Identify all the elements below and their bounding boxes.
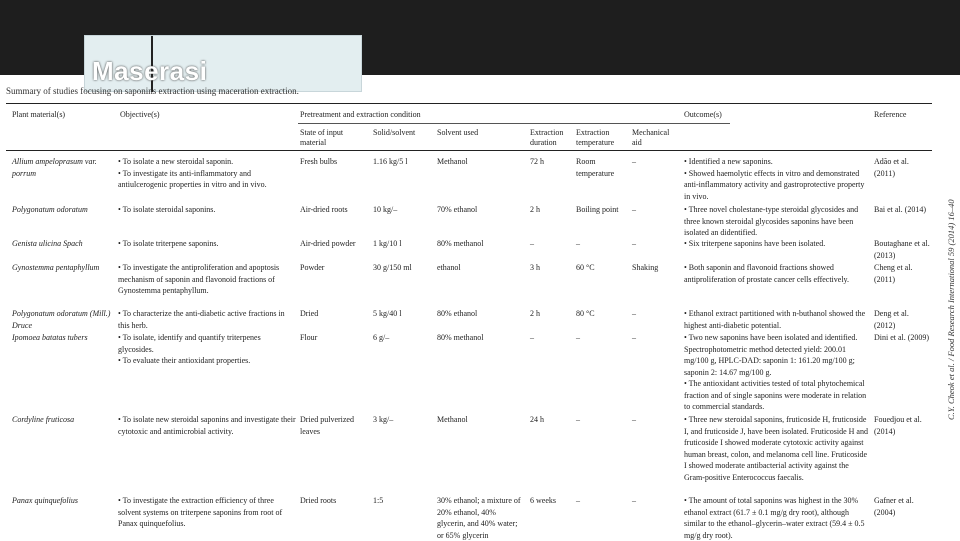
row-objective: • To isolate steroidal saponins. (118, 205, 216, 214)
row-duration: 6 weeks (530, 496, 556, 505)
row-temperature: – (576, 415, 580, 424)
row-reference: Dini et al. (2009) (874, 333, 930, 342)
row-mechanical: – (632, 333, 636, 342)
row-temperature: – (576, 496, 580, 505)
header-temperature: Extraction temperature (576, 128, 615, 147)
row-solvent: 80% methanol (437, 333, 484, 342)
header-duration: Extraction duration (530, 128, 564, 147)
header-reference: Reference (874, 110, 907, 119)
row-state: Flour (300, 333, 318, 342)
row-solvent: Methanol (437, 415, 468, 424)
row-ratio: 3 kg/– (373, 415, 394, 424)
journal-citation: C.Y. Cheok et al. / Food Research International 59 (2014) 16–40 (946, 199, 956, 420)
row-mechanical: – (632, 309, 636, 318)
header-bottom-rule (6, 150, 932, 151)
row-ratio: 1.16 kg/5 l (373, 157, 408, 166)
row-plant: Panax quinquefolius (12, 496, 78, 505)
header-pretreatment: Pretreatment and extraction condition (300, 110, 421, 119)
row-objective: • To isolate a new steroidal saponin. • To investigate its anti-inflammatory and antiulcerogenic properties in vitro and in vivo. (118, 157, 267, 189)
row-solvent: ethanol (437, 263, 461, 272)
row-objective: • To characterize the anti-diabetic active fractions in this herb. (118, 309, 285, 330)
row-reference: Gafner et al. (2004) (874, 496, 914, 517)
row-mechanical: Shaking (632, 263, 659, 272)
slide-title: Maserasi (92, 56, 208, 86)
row-solvent: 70% ethanol (437, 205, 478, 214)
row-ratio: 1:5 (373, 496, 384, 505)
row-plant: Polygonatum odoratum (12, 205, 88, 214)
table-top-rule (6, 103, 932, 104)
row-temperature: 80 °C (576, 309, 595, 318)
row-solvent: 30% ethanol; a mixture of 20% ethanol, 40% glycerin, and 40% water; or 65% glycerin (437, 496, 521, 540)
row-temperature: 60 °C (576, 263, 595, 272)
row-ratio: 6 g/– (373, 333, 390, 342)
row-reference: Boutaghane et al. (2013) (874, 239, 930, 260)
row-duration: – (530, 239, 534, 248)
row-mechanical: – (632, 157, 636, 166)
subheader-rule (298, 123, 730, 124)
header-mechanical: Mechanical aid (632, 128, 670, 147)
header-objective: Objective(s) (120, 110, 160, 119)
row-duration: – (530, 333, 534, 342)
row-objective: • To isolate triterpene saponins. (118, 239, 219, 248)
row-plant: Allium ampeloprasum var. porrum (12, 157, 97, 178)
row-ratio: 1 kg/10 l (373, 239, 402, 248)
row-state: Air-dried powder (300, 239, 356, 248)
row-temperature: Room temperature (576, 157, 615, 178)
row-reference: Bai et al. (2014) (874, 205, 926, 214)
row-duration: 72 h (530, 157, 544, 166)
row-mechanical: – (632, 496, 636, 505)
row-solvent: 80% ethanol (437, 309, 478, 318)
row-temperature: – (576, 239, 580, 248)
row-temperature: – (576, 333, 580, 342)
row-outcome: • Three novel cholestane-type steroidal glycosides and three known steroidal glycosides saponins have been isolated an didentified. (684, 205, 859, 237)
row-outcome: • Six triterpene saponins have been isolated. (684, 239, 826, 248)
row-reference: Cheng et al. (2011) (874, 263, 913, 284)
row-reference: Fouedjou et al. (2014) (874, 415, 922, 436)
row-duration: 2 h (530, 309, 540, 318)
row-reference: Deng et al. (2012) (874, 309, 909, 330)
header-state: State of input material (300, 128, 344, 147)
row-objective: • To isolate new steroidal saponins and investigate their cytotoxic and antimicrobial activity. (118, 415, 296, 436)
row-plant: Cordyline fruticosa (12, 415, 75, 424)
row-duration: 3 h (530, 263, 540, 272)
row-outcome: • Both saponin and flavonoid fractions showed antiproliferation of prostate cancer cells effectively. (684, 263, 850, 284)
row-duration: 24 h (530, 415, 544, 424)
row-ratio: 30 g/150 ml (373, 263, 412, 272)
row-state: Dried roots (300, 496, 337, 505)
header-plant: Plant material(s) (12, 110, 66, 119)
row-outcome: • Three new steroidal saponins, fruticoside H, fruticoside I, and fruticoside J, have been isolated. Fruticoside H and fruticoside I showed moderate cytotoxic activity against human breast, colon, and melanoma cell line. Fruticoside I showed moderate antibacterial activity against the Gram-positive Enterococcus faecalis. (684, 415, 868, 482)
header-outcome: Outcome(s) (684, 110, 722, 119)
row-state: Dried (300, 309, 319, 318)
row-outcome: • Two new saponins have been isolated and identified. Spectrophotometric method detected yield: 200.01 mg/100 g, HPLC-DAD: saponin 1: 161.20 mg/100 g; saponin 2: 14.67 mg/100 g. • The antioxidant activities tested of total phytochemical fraction and of single saponins were moderate in relation to commercial standards. (684, 333, 867, 411)
row-plant: Polygonatum odoratum (Mill.) Druce (12, 309, 111, 330)
row-objective: • To isolate, identify and quantify triterpenes glycosides. • To evaluate their antioxidant properties. (118, 333, 261, 365)
row-state: Air-dried roots (300, 205, 348, 214)
row-state: Dried pulverized leaves (300, 415, 354, 436)
row-ratio: 5 kg/40 l (373, 309, 402, 318)
table-caption: Summary of studies focusing on saponins extraction using maceration extraction. (6, 86, 299, 96)
row-solvent: Methanol (437, 157, 468, 166)
header-solvent: Solvent used (437, 128, 479, 137)
row-objective: • To investigate the antiproliferation and apoptosis mechanism of saponin and flavonoid fractions of Gynostemma pentaphyllum. (118, 263, 280, 295)
row-outcome: • Identified a new saponins. • Showed haemolytic effects in vitro and demonstrated anti-inflammatory activity and gastroprotective property in vivo. (684, 157, 865, 201)
row-state: Powder (300, 263, 325, 272)
row-state: Fresh bulbs (300, 157, 338, 166)
row-duration: 2 h (530, 205, 540, 214)
row-plant: Genista ulicina Spach (12, 239, 83, 248)
row-mechanical: – (632, 205, 636, 214)
row-ratio: 10 kg/– (373, 205, 398, 214)
row-plant: Ipomoea batatas tubers (12, 333, 88, 342)
row-mechanical: – (632, 415, 636, 424)
row-solvent: 80% methanol (437, 239, 484, 248)
header-ratio: Solid/solvent (373, 128, 416, 137)
row-temperature: Boiling point (576, 205, 619, 214)
row-outcome: • Ethanol extract partitioned with n-buthanol showed the highest anti-diabetic potential. (684, 309, 866, 330)
row-mechanical: – (632, 239, 636, 248)
row-outcome: • The amount of total saponins was highest in the 30% ethanol extract (61.7 ± 0.1 mg/g dry root), although similar to the ethanol–glycerin–water extract (59.4 ± 0.5 mg/g dry root). (684, 496, 865, 540)
row-objective: • To investigate the extraction efficiency of three solvent systems on triterpene saponins from root of Panax quinquefolius. (118, 496, 283, 528)
row-reference: Adão et al. (2011) (874, 157, 909, 178)
row-plant: Gynostemma pentaphyllum (12, 263, 100, 272)
